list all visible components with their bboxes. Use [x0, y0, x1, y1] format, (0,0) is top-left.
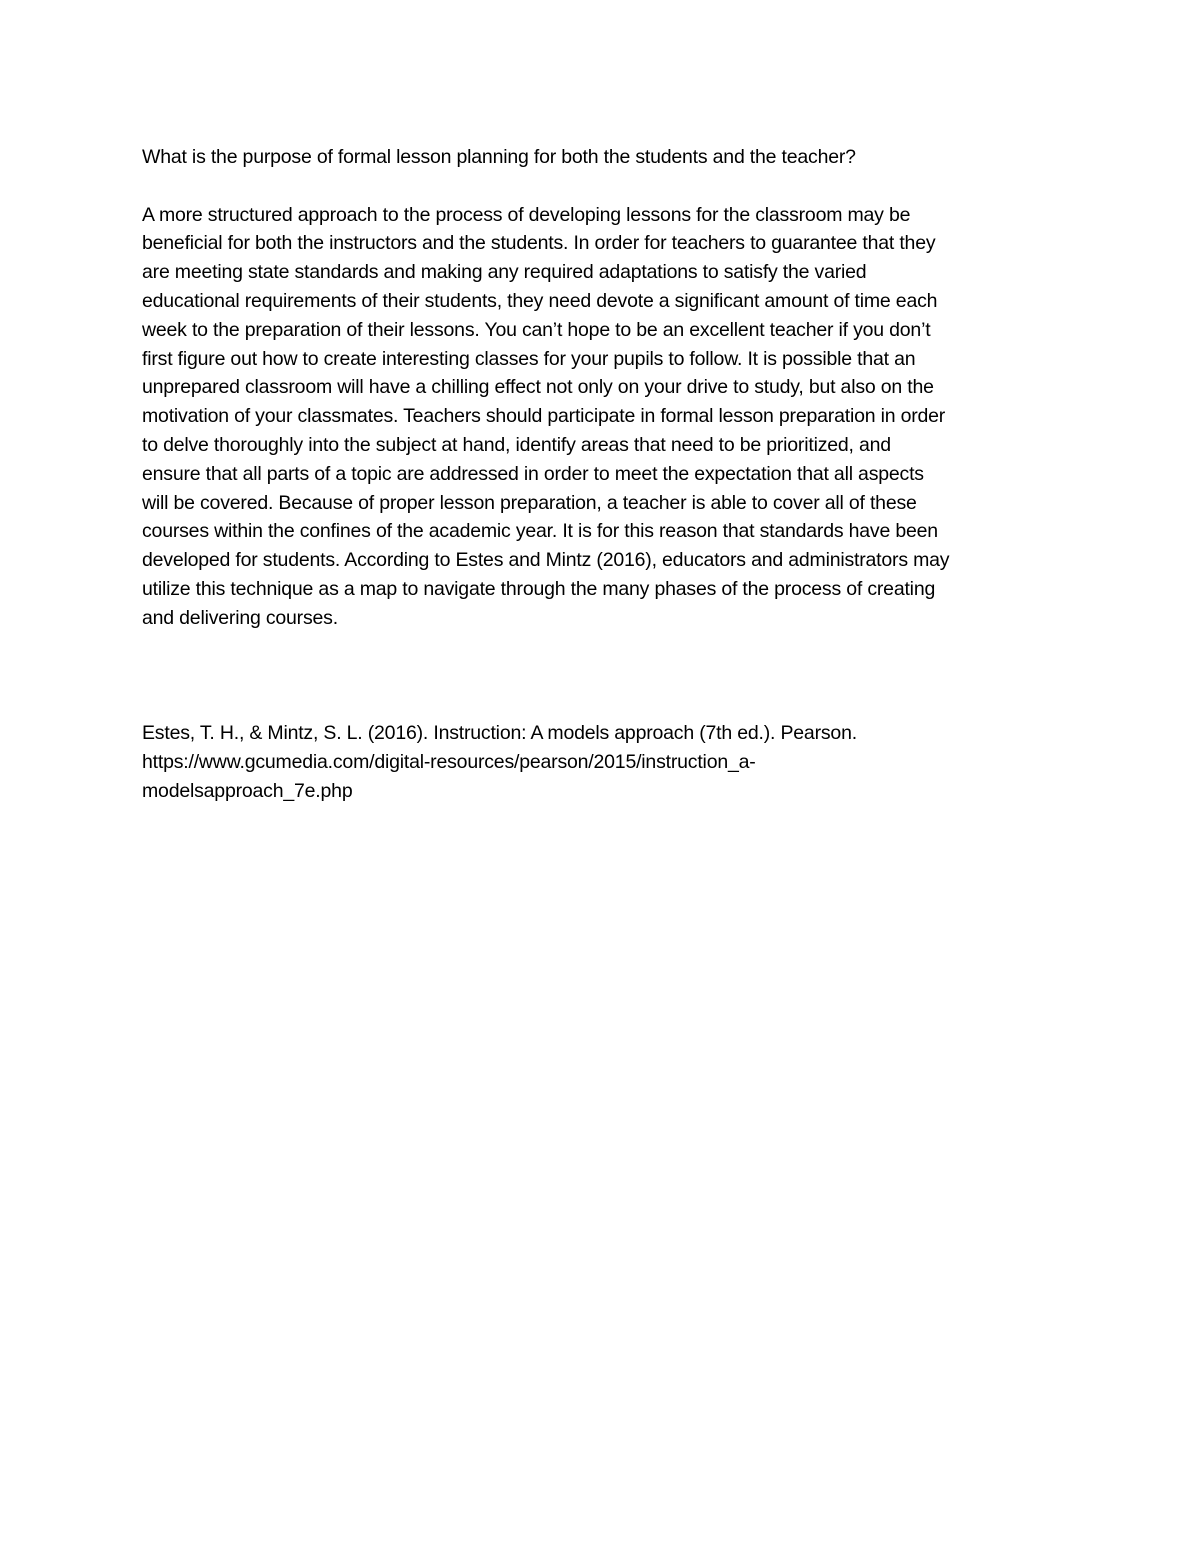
answer-line: utilize this technique as a map to navigate through the many phases of the process of creating	[142, 577, 936, 600]
answer-line: courses within the confines of the academic year. It is for this reason that standards have been	[142, 520, 938, 543]
reference-citation: Estes, T. H., & Mintz, S. L. (2016). Instruction: A models approach (7th ed.). Pearson.	[142, 721, 857, 744]
answer-line: ensure that all parts of a topic are addressed in order to meet the expectation that all aspects	[142, 462, 924, 485]
answer-line: to delve thoroughly into the subject at hand, identify areas that need to be prioritized, and	[142, 433, 891, 456]
answer-line: educational requirements of their students, they need devote a significant amount of time each	[142, 289, 938, 312]
answer-line: first figure out how to create interesting classes for your pupils to follow. It is possible that an	[142, 347, 916, 370]
reference-url-continued[interactable]: modelsapproach_7e.php	[142, 779, 353, 802]
answer-line: developed for students. According to Estes and Mintz (2016), educators and administrators may	[142, 549, 950, 572]
answer-line: unprepared classroom will have a chilling effect not only on your drive to study, but also on the	[142, 376, 934, 399]
answer-line: will be covered. Because of proper lesson preparation, a teacher is able to cover all of these	[142, 491, 917, 514]
answer-paragraph	[142, 201, 1077, 633]
answer-line: are meeting state standards and making any required adaptations to satisfy the varied	[142, 261, 867, 284]
question-heading: What is the purpose of formal lesson planning for both the students and the teacher?	[142, 146, 856, 168]
answer-line: beneficial for both the instructors and the students. In order for teachers to guarantee that they	[142, 232, 936, 255]
answer-line: week to the preparation of their lessons. You can’t hope to be an excellent teacher if you don’t	[142, 318, 931, 341]
document-content	[142, 143, 1077, 805]
answer-line: motivation of your classmates. Teachers should participate in formal lesson preparation in order	[142, 405, 946, 428]
reference-entry	[142, 719, 1077, 805]
answer-line: and delivering courses.	[142, 606, 338, 629]
answer-line: A more structured approach to the process of developing lessons for the classroom may be	[142, 203, 911, 226]
reference-url[interactable]: https://www.gcumedia.com/digital-resources/pearson/2015/instruction_a-	[142, 750, 756, 773]
